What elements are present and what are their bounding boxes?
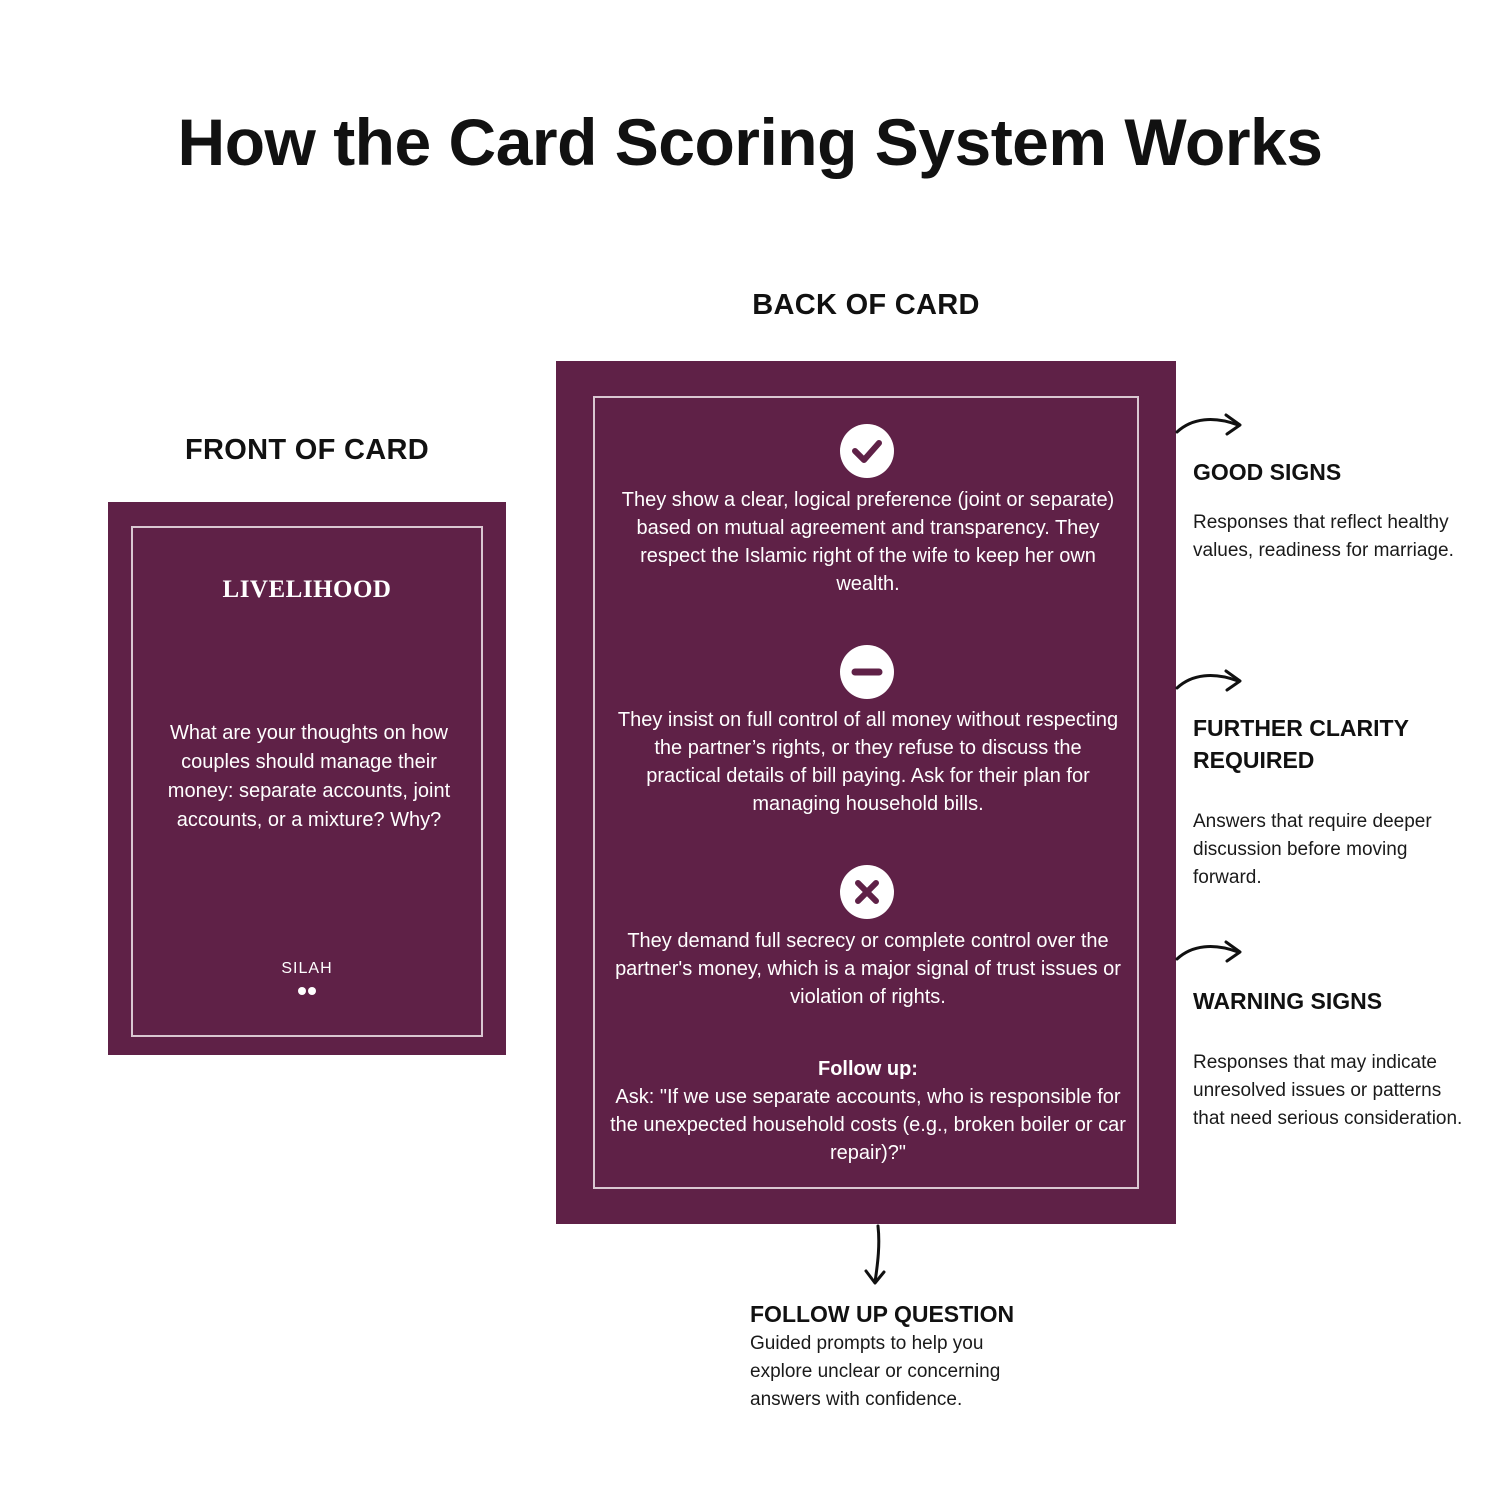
arrow-right-icon — [1174, 410, 1246, 440]
card-category-title: LIVELIHOOD — [222, 576, 392, 603]
card-question: What are your thoughts on how couples should manage their money: separate accounts, joint accounts, or a mixture? Why? — [167, 722, 451, 831]
arrow-right-icon — [1174, 937, 1246, 967]
follow-up-question-text: Ask: "If we use separate accounts, who is responsible for the unexpected household costs (e.g., broken boiler or car repair)?" — [610, 1086, 1126, 1164]
follow-up-question-description: Guided prompts to help you explore unclear or concerning answers with confidence. — [750, 1333, 1001, 1410]
back-of-card-label: BACK OF CARD — [752, 289, 980, 321]
arrow-down-icon — [860, 1224, 890, 1288]
brand-name: SILAH — [281, 960, 333, 977]
warning-signs-heading: WARNING SIGNS — [1193, 988, 1383, 1014]
good-signs-description: Responses that reflect healthy values, readiness for marriage. — [1193, 512, 1454, 561]
arrow-right-icon — [1174, 666, 1246, 696]
front-of-card-label: FRONT OF CARD — [185, 434, 429, 466]
front-card-border — [131, 526, 483, 1037]
page-title: How the Card Scoring System Works — [177, 105, 1323, 179]
x-icon — [840, 865, 894, 919]
further-clarity-description: Answers that require deeper discussion before moving forward. — [1193, 811, 1432, 888]
follow-up-question-heading: FOLLOW UP QUESTION — [750, 1301, 1015, 1327]
follow-up-heading: Follow up: — [818, 1058, 918, 1080]
warning-signs-text: They demand full secrecy or complete control over the partner's money, which is a major signal of trust issues or violation of rights. — [615, 930, 1121, 1008]
back-card — [556, 361, 1176, 1224]
further-clarity-heading: FURTHER CLARITY REQUIRED — [1193, 715, 1409, 773]
further-clarity-text: They insist on full control of all money without respecting the partner’s rights, or they refuse to discuss the practical details of bill paying. Ask for their plan for managing household bills. — [617, 709, 1119, 815]
front-card — [108, 502, 506, 1055]
good-signs-heading: GOOD SIGNS — [1193, 459, 1342, 485]
brand-dots-icon — [133, 982, 481, 1000]
warning-signs-description: Responses that may indicate unresolved issues or patterns that need serious consideration. — [1193, 1052, 1463, 1129]
minus-icon — [840, 645, 894, 699]
check-icon — [840, 424, 894, 478]
good-signs-text: They show a clear, logical preference (joint or separate) based on mutual agreement and transparency. They respect the Islamic right of the wife to keep her own wealth. — [621, 489, 1115, 595]
back-card-border — [593, 396, 1139, 1189]
